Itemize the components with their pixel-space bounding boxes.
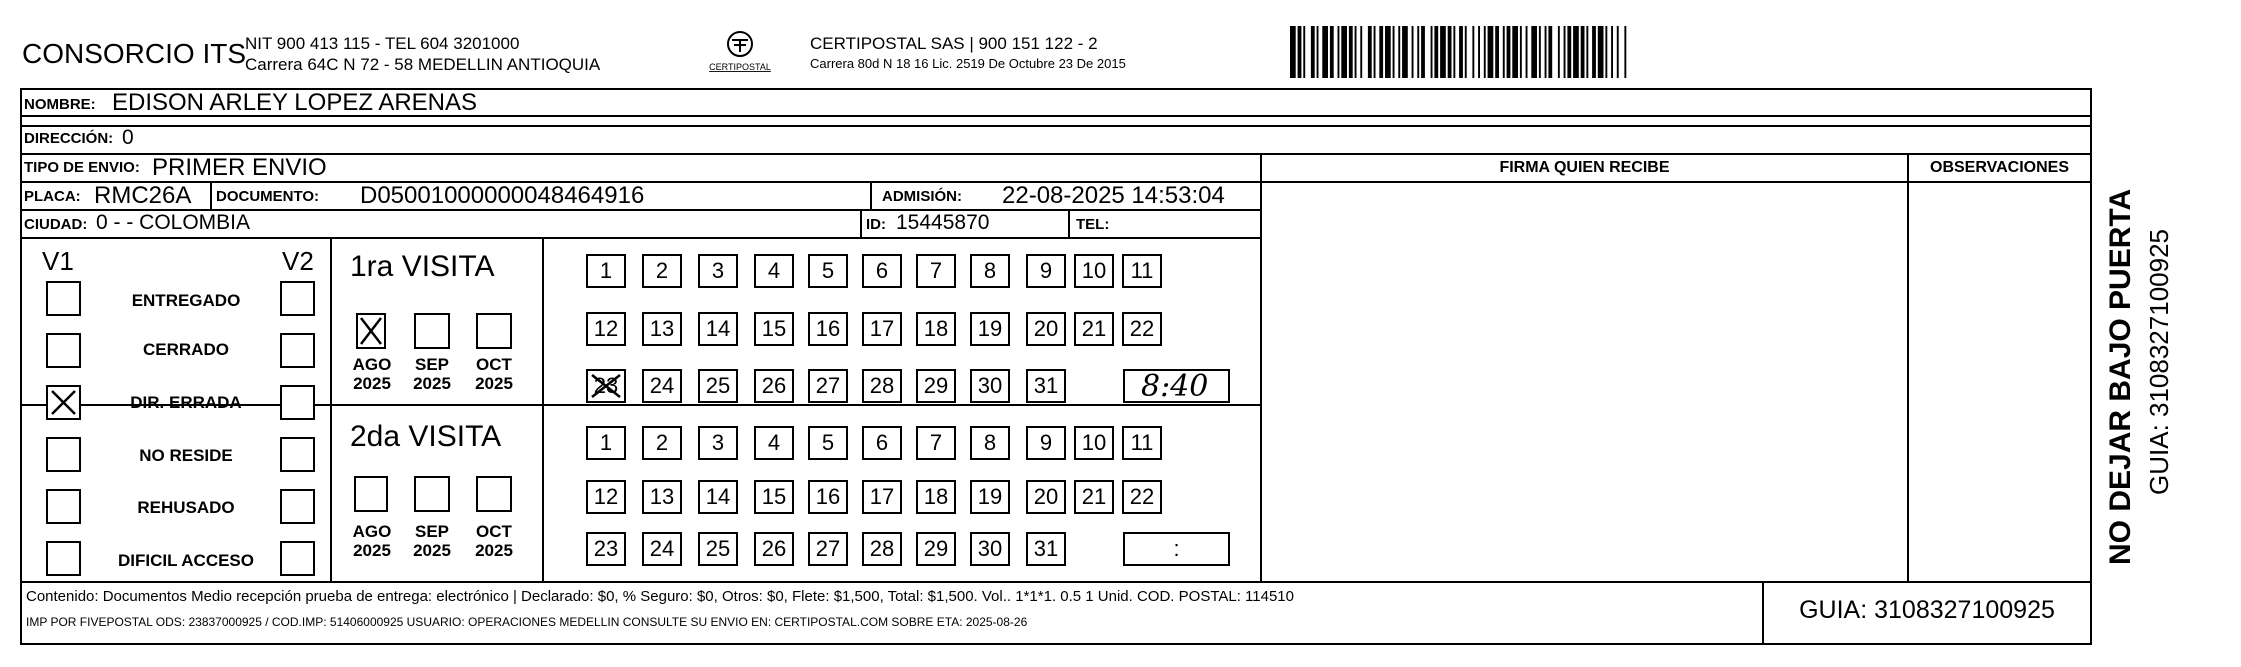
visit1-day-24[interactable]: 24: [642, 369, 682, 403]
tipo-envio-value: PRIMER ENVIO: [152, 154, 327, 181]
direccion-value: 0: [122, 126, 134, 149]
v1-checkbox-cerrado[interactable]: [46, 333, 81, 368]
status-label-rehusado: REHUSADO: [137, 498, 235, 517]
side-guia: GUIA: 3108327100925: [2144, 229, 2174, 495]
tel-label: TEL:: [1076, 216, 1110, 233]
check-x-icon: [48, 387, 79, 418]
visit1-day-6[interactable]: 6: [862, 254, 902, 288]
visit1-day-3[interactable]: 3: [698, 254, 738, 288]
v1-checkbox-no-reside[interactable]: [46, 437, 81, 472]
visit2-day-7[interactable]: 7: [916, 426, 956, 460]
visit1-day-18[interactable]: 18: [916, 312, 956, 346]
ciudad-value: 0 - - COLOMBIA: [96, 211, 251, 234]
signature-area[interactable]: [1262, 183, 1907, 581]
visit2-day-19[interactable]: 19: [970, 480, 1010, 514]
visit1-day-28[interactable]: 28: [862, 369, 902, 403]
visit2-title: 2da VISITA: [350, 420, 502, 453]
visit1-day-19[interactable]: 19: [970, 312, 1010, 346]
observations-area[interactable]: [1909, 183, 2090, 581]
visit1-month-ago: AGO 2025: [352, 355, 392, 393]
status-label-entregado: ENTREGADO: [131, 291, 241, 310]
v2-checkbox-cerrado[interactable]: [280, 333, 315, 368]
footer-guia: GUIA: 3108327100925: [1799, 596, 2055, 624]
visit2-day-9[interactable]: 9: [1026, 426, 1066, 460]
footer-impresion: IMP POR FIVEPOSTAL ODS: 23837000925 / COD.IMP: 51406000925 USUARIO: OPERACIONES MEDELLIN CONSULTE SU ENVIO EN: CERTIPOSTAL.COM SOBRE ETA: 2025-08-26: [26, 615, 1028, 629]
visit1-day-11[interactable]: 11: [1122, 254, 1162, 288]
visit1-month-checkbox-ago[interactable]: [356, 313, 386, 349]
visit1-day-22[interactable]: 22: [1122, 312, 1162, 346]
visit1-day-10[interactable]: 10: [1074, 254, 1114, 288]
visit2-day-6[interactable]: 6: [862, 426, 902, 460]
visit2-month-ago: AGO 2025: [352, 522, 392, 560]
visit1-day-27[interactable]: 27: [808, 369, 848, 403]
v1-checkbox-dir-errada[interactable]: [46, 385, 81, 420]
visit1-day-8[interactable]: 8: [970, 254, 1010, 288]
visit2-day-27[interactable]: 27: [808, 532, 848, 566]
ciudad-label: CIUDAD:: [24, 216, 88, 233]
visit2-day-31[interactable]: 31: [1026, 532, 1066, 566]
visit2-day-17[interactable]: 17: [862, 480, 902, 514]
visit1-day-4[interactable]: 4: [754, 254, 794, 288]
visit2-day-25[interactable]: 25: [698, 532, 738, 566]
visit1-time-handwritten: 8:40: [1141, 369, 1209, 404]
visit2-day-15[interactable]: 15: [754, 480, 794, 514]
v1-checkbox-entregado[interactable]: [46, 281, 81, 316]
carrier-info: CERTIPOSTAL SAS | 900 151 122 - 2: [810, 34, 1098, 53]
visit2-day-4[interactable]: 4: [754, 426, 794, 460]
visit2-day-11[interactable]: 11: [1122, 426, 1162, 460]
status-label-no-reside: NO RESIDE: [139, 446, 233, 465]
visit1-day-23[interactable]: 23: [586, 369, 626, 403]
visit2-time-field[interactable]: :: [1123, 532, 1230, 566]
documento-label: DOCUMENTO:: [216, 188, 320, 205]
v2-checkbox-dir-errada[interactable]: [280, 385, 315, 420]
company-name: CONSORCIO ITS: [22, 38, 247, 69]
visit2-day-13[interactable]: 13: [642, 480, 682, 514]
status-label-dificil-acceso: DIFICIL ACCESO: [117, 551, 254, 570]
visit1-day-29[interactable]: 29: [916, 369, 956, 403]
admision-label: ADMISIÓN:: [882, 188, 962, 205]
v1-checkbox-rehusado[interactable]: [46, 489, 81, 524]
placa-label: PLACA:: [24, 188, 81, 205]
firma-header: FIRMA QUIEN RECIBE: [1499, 159, 1670, 176]
status-label-dir-errada: DIR. ERRADA: [130, 393, 242, 412]
visit2-day-28[interactable]: 28: [862, 532, 902, 566]
visit2-day-18[interactable]: 18: [916, 480, 956, 514]
visit2-day-16[interactable]: 16: [808, 480, 848, 514]
nombre-label: NOMBRE:: [24, 96, 96, 113]
visit1-day-20[interactable]: 20: [1026, 312, 1066, 346]
admision-value: 22-08-2025 14:53:04: [1002, 182, 1225, 209]
check-x-icon: [358, 315, 384, 347]
direccion-label: DIRECCIÓN:: [24, 130, 114, 147]
visit1-day-21[interactable]: 21: [1074, 312, 1114, 346]
carrier-address: Carrera 80d N 18 16 Lic. 2519 De Octubre 23 De 2015: [810, 56, 1126, 71]
visit2-day-26[interactable]: 26: [754, 532, 794, 566]
visit1-day-2[interactable]: 2: [642, 254, 682, 288]
visit2-day-30[interactable]: 30: [970, 532, 1010, 566]
visit1-day-9[interactable]: 9: [1026, 254, 1066, 288]
visit1-day-15[interactable]: 15: [754, 312, 794, 346]
visit1-title: 1ra VISITA: [350, 250, 495, 283]
visit1-day-12[interactable]: 12: [586, 312, 626, 346]
visit2-day-8[interactable]: 8: [970, 426, 1010, 460]
v2-label: V2: [282, 246, 314, 276]
nombre-value: EDISON ARLEY LOPEZ ARENAS: [112, 89, 478, 116]
visit2-day-22[interactable]: 22: [1122, 480, 1162, 514]
visit2-month-checkbox-sep[interactable]: [414, 476, 450, 512]
tipo-envio-label: TIPO DE ENVIO:: [24, 159, 140, 176]
v2-checkbox-rehusado[interactable]: [280, 489, 315, 524]
v2-checkbox-entregado[interactable]: [280, 281, 315, 316]
visit2-day-12[interactable]: 12: [586, 480, 626, 514]
documento-value: D05001000000048464916: [360, 182, 645, 209]
visit1-day-26[interactable]: 26: [754, 369, 794, 403]
visit2-day-5[interactable]: 5: [808, 426, 848, 460]
visit2-day-10[interactable]: 10: [1074, 426, 1114, 460]
visit1-month-checkbox-oct[interactable]: [476, 313, 512, 349]
certipostal-logo: [700, 30, 780, 76]
visit1-day-5[interactable]: 5: [808, 254, 848, 288]
visit2-day-29[interactable]: 29: [916, 532, 956, 566]
id-value: 15445870: [896, 211, 990, 234]
v2-checkbox-dificil-acceso[interactable]: [280, 541, 315, 576]
visit1-time-field[interactable]: [1123, 369, 1230, 403]
visit1-day-14[interactable]: 14: [698, 312, 738, 346]
no-dejar-bajo-puerta: NO DEJAR BAJO PUERTA: [2104, 188, 2137, 565]
v2-checkbox-no-reside[interactable]: [280, 437, 315, 472]
footer-contenido: Contenido: Documentos Medio recepción prueba de entrega: electrónico | Declarado: $0, % Seguro: $0, Otros: $0, Flete: $1,500, Total: $1,500. Vol.. 1*1*1. 0.5 1 Unid. COD. POSTAL: 114510: [26, 588, 1294, 605]
visit1-day-16[interactable]: 16: [808, 312, 848, 346]
observaciones-header: OBSERVACIONES: [1930, 159, 2069, 176]
logo-text: CERTIPOSTAL: [709, 62, 771, 72]
visit2-day-23[interactable]: 23: [586, 532, 626, 566]
visit2-month-sep: SEP 2025: [413, 522, 451, 560]
placa-value: RMC26A: [94, 182, 192, 209]
visit1-day-17[interactable]: 17: [862, 312, 902, 346]
visit1-day-30[interactable]: 30: [970, 369, 1010, 403]
visit1-day-7[interactable]: 7: [916, 254, 956, 288]
visit2-month-checkbox-oct[interactable]: [476, 476, 512, 512]
visit1-day-25[interactable]: 25: [698, 369, 738, 403]
visit1-month-checkbox-sep[interactable]: [414, 313, 450, 349]
visit2-day-2[interactable]: 2: [642, 426, 682, 460]
visit1-day-31[interactable]: 31: [1026, 369, 1066, 403]
v1-checkbox-dificil-acceso[interactable]: [46, 541, 81, 576]
status-label-cerrado: CERRADO: [143, 340, 229, 359]
visit1-day-13[interactable]: 13: [642, 312, 682, 346]
visit1-day-1[interactable]: 1: [586, 254, 626, 288]
visit2-day-1[interactable]: 1: [586, 426, 626, 460]
visit2-day-21[interactable]: 21: [1074, 480, 1114, 514]
company-nit: NIT 900 413 115 - TEL 604 3201000: [245, 34, 520, 53]
id-label: ID:: [866, 216, 886, 233]
visit2-day-3[interactable]: 3: [698, 426, 738, 460]
visit1-month-sep: SEP 2025: [413, 355, 451, 393]
company-address: Carrera 64C N 72 - 58 MEDELLIN ANTIOQUIA: [245, 55, 601, 74]
visit2-day-24[interactable]: 24: [642, 532, 682, 566]
v1-label: V1: [42, 246, 74, 276]
visit2-month-checkbox-ago[interactable]: [354, 476, 388, 512]
visit2-month-oct: OCT 2025: [475, 522, 513, 560]
visit2-day-20[interactable]: 20: [1026, 480, 1066, 514]
visit1-month-oct: OCT 2025: [475, 355, 513, 393]
barcode: [1290, 26, 1930, 78]
visit2-day-14[interactable]: 14: [698, 480, 738, 514]
